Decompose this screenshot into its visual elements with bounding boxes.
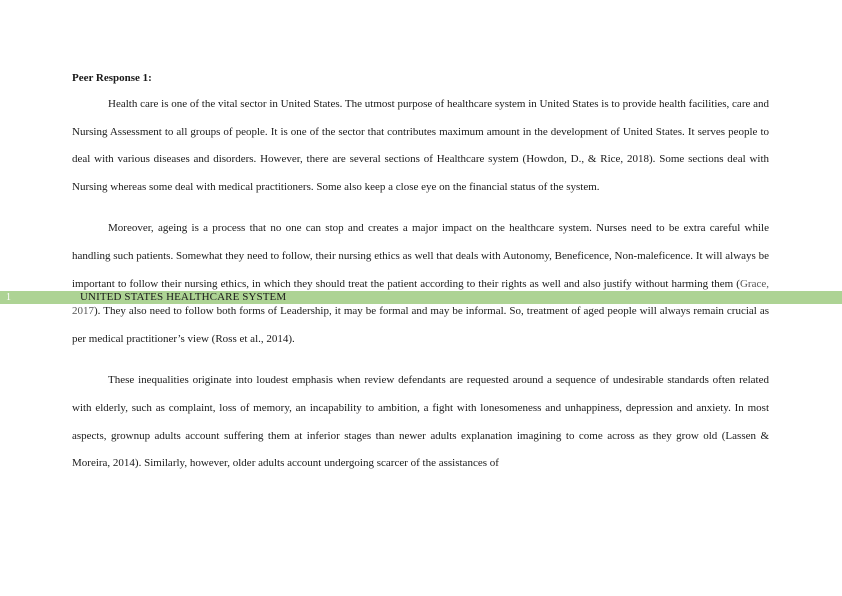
section-heading: Peer Response 1:: [72, 72, 152, 84]
paragraph-2: [72, 215, 769, 353]
paragraph-2-text-a: Moreover, ageing is a process that no one can stop and creates a major impact on the healthcare system. Nurses need to be extra careful while handling such patients. Somewhat they need to follow, their nursing ethics as well that deals with Autonomy, Beneficence, Non-maleficence. It will always be important to follow their nursing ethics, in which they should treat the patient according to their rights as well and also justify without harming them (: [72, 222, 769, 290]
running-head-title: UNITED STATES HEALTHCARE SYSTEM: [80, 291, 287, 303]
citation-grace: Grace, 2017: [72, 277, 769, 318]
paragraph-3: These inequalities originate into loudest emphasis when review defendants are requested around a sequence of undesirable standards often related with elderly, such as complaint, loss of memory, an incapability to ambition, a fight with lonesomeness and unhappiness, depression and anxiety. In most aspects, grownup adults account suffering them at inferior stages than newer adults explanation imagining to come across as they grow old (Lassen & Moreira, 2014). Similarly, however, older adults account undergoing scarcer of the assistances of: [72, 374, 769, 470]
document-body: [72, 71, 769, 492]
paragraph-2-text-b: ). They also need to follow both forms of Leadership, it may be formal and may be informal. So, treatment of aged people will always remain crucial as per medical practitioner’s view (Ross et al., 2014).: [72, 305, 769, 345]
page-number: 1: [6, 292, 11, 303]
paragraph-1: Health care is one of the vital sector in United States. The utmost purpose of healthcare system in United States is to provide health facilities, care and Nursing Assessment to all groups of people. It is one of the sector that contributes maximum amount in the development of United States. It serves people to deal with various diseases and disorders. However, there are several sections of Healthcare system (Howdon, D., & Rice, 2018). Some sections deal with Nursing whereas some deal with medical practitioners. Some also keep a close eye on the financial status of the system.: [72, 98, 769, 193]
